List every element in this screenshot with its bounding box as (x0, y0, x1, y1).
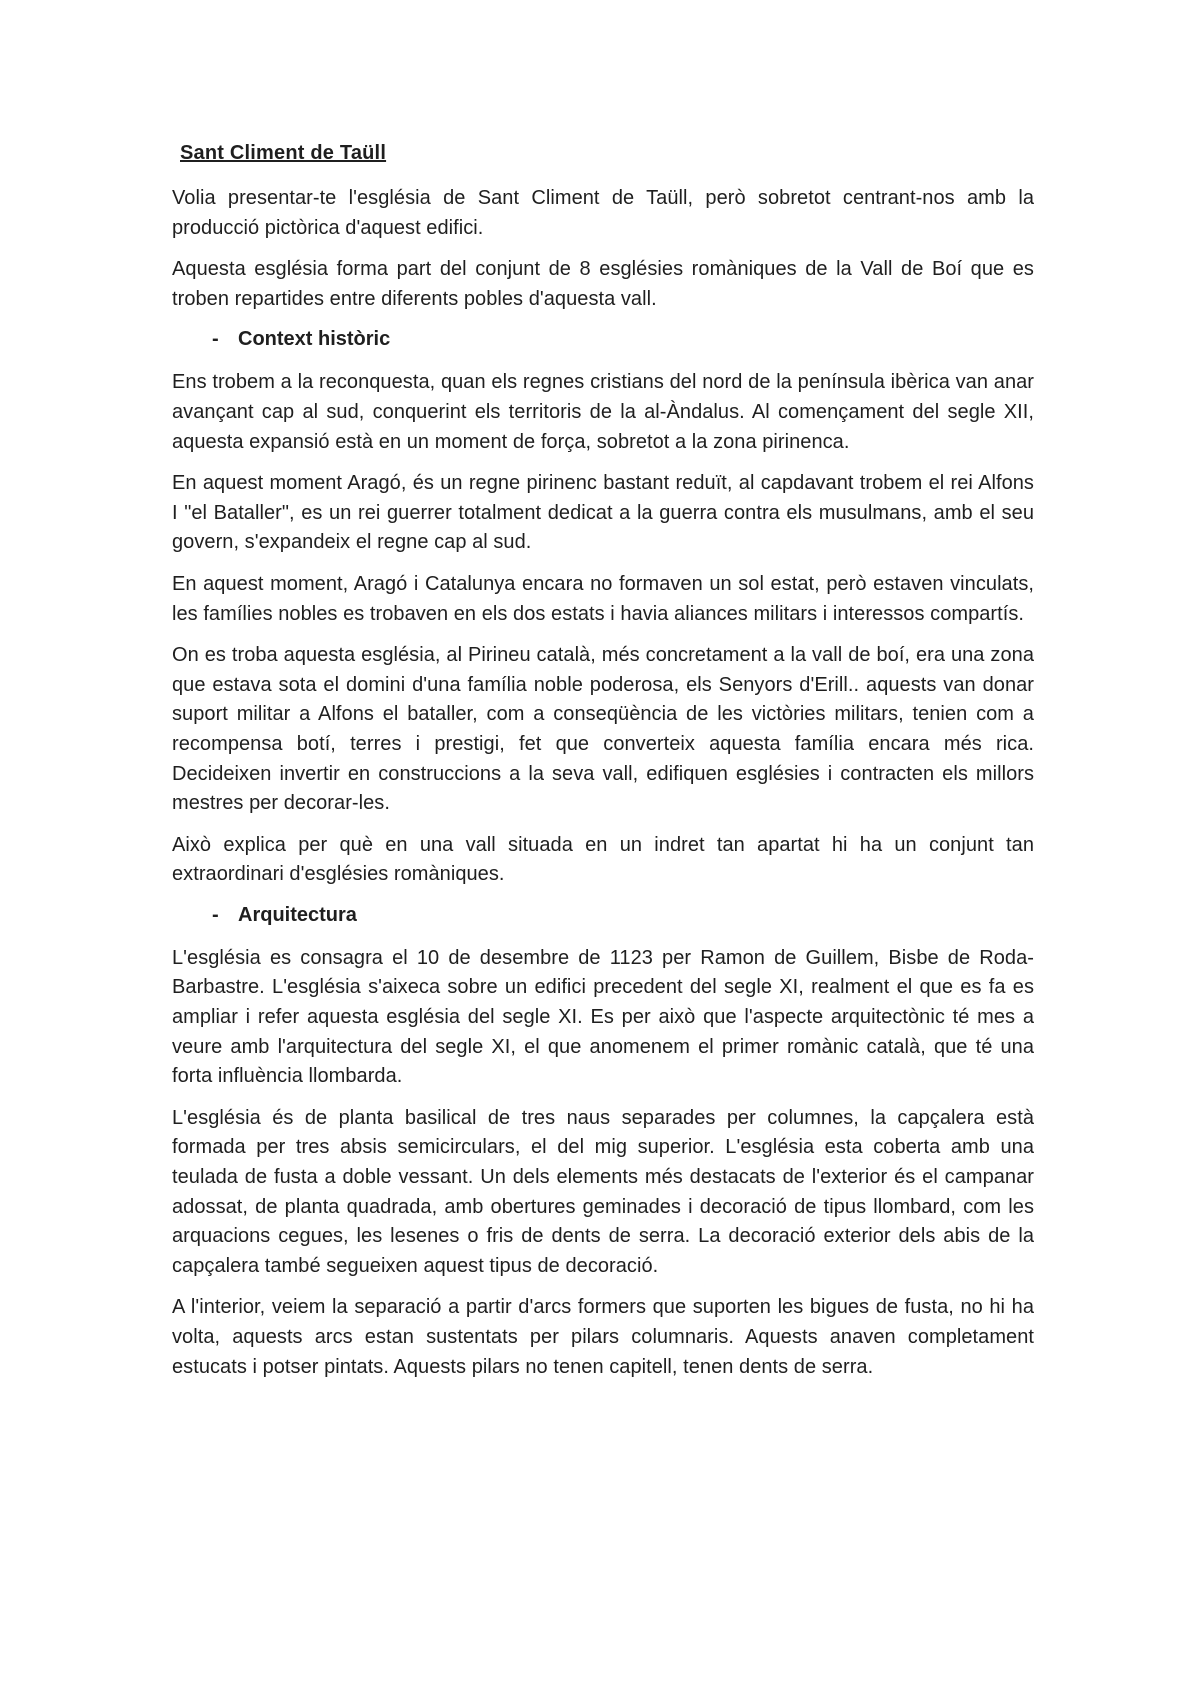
body-paragraph: En aquest moment, Aragó i Catalunya encara no formaven un sol estat, però estaven vinculats, les famílies nobles es trobaven en els dos estats i havia aliances militars i interessos compartís. (172, 572, 1034, 625)
body-paragraph: L'església es consagra el 10 de desembre de 1123 per Ramon de Guillem, Bisbe de Roda-Barbastre. L'església s'aixeca sobre un edifici precedent del segle XI, realment el que es fa es ampliar i refer aquesta església del segle XI. Es per això que l'aspecte arquitectònic té mes a veure amb l'arquitectura del segle XI, el que anomenem el primer romànic català, que té una forta influència llombarda. (172, 946, 1034, 1088)
bullet-dash: - (212, 903, 219, 926)
body-paragraph: A l'interior, veiem la separació a partir d'arcs formers que suporten les bigues de fusta, no hi ha volta, aquests arcs estan sustentats per pilars columnaris. Aquests anaven completament estucats i potser pintats. Aquests pilars no tenen capitell, tenen dents de serra. (172, 1296, 1034, 1378)
section-heading-label: Context històric (238, 328, 391, 351)
body-paragraph: Això explica per què en una vall situada en un indret tan apartat hi ha un conjunt tan extraordinari d'esglésies romàniques. (172, 833, 1034, 886)
body-paragraph: En aquest moment Aragó, és un regne pirinenc bastant reduït, al capdavant trobem el rei Alfons I "el Bataller", es un rei guerrer totalment dedicat a la guerra contra els musulmans, amb el seu govern, s'expandeix el regne cap al sud. (172, 472, 1034, 554)
intro-paragraph: Aquesta església forma part del conjunt de 8 esglésies romàniques de la Vall de Boí que es troben repartides entre diferents pobles d'aquesta vall. (172, 258, 1034, 310)
section-heading-label: Arquitectura (238, 903, 357, 926)
body-paragraph: On es troba aquesta església, al Pirineu català, més concretament a la vall de boí, era una zona que estava sota el domini d'una família noble poderosa, els Senyors d'Erill.. aquests van donar suport militar a Alfons el bataller, com a conseqüència de les victòries militars, tenien com a recompensa botí, terres i prestigi, fet que converteix aquesta família encara més rica. Decideixen invertir en construccions a la seva vall, edifiquen esglésies i contracten els millors mestres per decorar-les. (172, 644, 1034, 815)
document-page (172, 140, 1034, 1394)
bullet-dash: - (212, 328, 219, 351)
intro-paragraph: Volia presentar-te l'església de Sant Climent de Taüll, però sobretot centrant-nos amb la producció pictòrica d'aquest edifici. (172, 187, 1034, 239)
body-paragraph: L'església és de planta basilical de tres naus separades per columnes, la capçalera està formada per tres absis semicirculars, el del mig superior. L'església esta coberta amb una teulada de fusta a doble vessant. Un dels elements més destacats de l'exterior és el campanar adossat, de planta quadrada, amb obertures geminades i decoració de tipus llombard, com les arquacions cegues, les lesenes o fris de dents de serra. La decoració exterior dels abis de la capçalera també segueixen aquest tipus de decoració. (172, 1106, 1034, 1277)
section-heading-context (172, 326, 1034, 352)
document-title: Sant Climent de Taüll (180, 142, 387, 164)
section-heading-architecture (172, 902, 1034, 928)
body-paragraph: Ens trobem a la reconquesta, quan els regnes cristians del nord de la península ibèrica van anar avançant cap al sud, conquerint els territoris de la al-Àndalus. Al començament del segle XII, aquesta expansió està en un moment de força, sobretot a la zona pirinenca. (172, 371, 1034, 453)
